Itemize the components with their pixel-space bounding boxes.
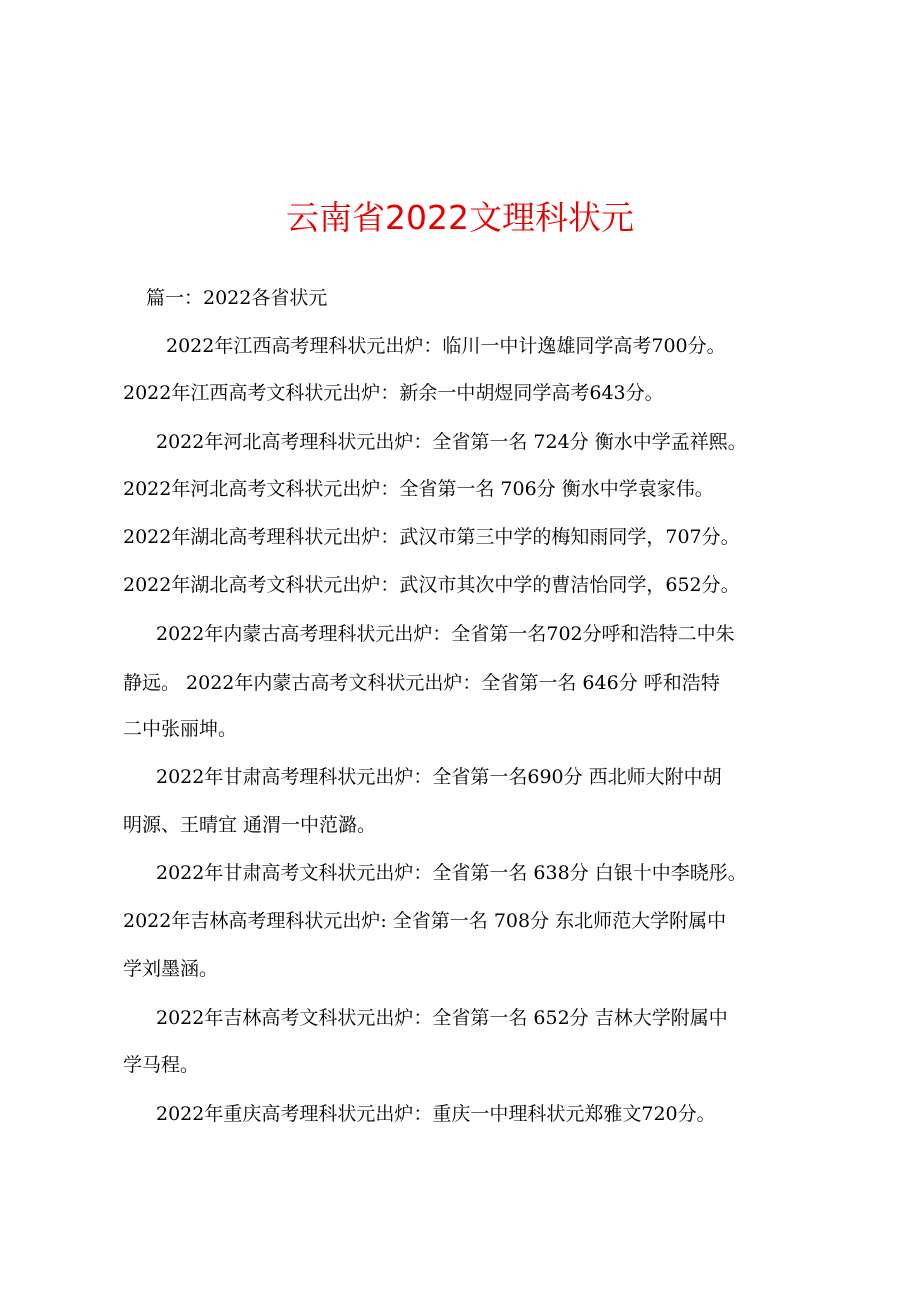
section-heading: 篇一：2022各省状元 xyxy=(146,287,328,309)
body-line: 2022年甘肃高考理科状元出炉：全省第一名690分 西北师大附中胡 xyxy=(156,766,722,788)
body-line: 2022年河北高考文科状元出炉：全省第一名 706分 衡水中学袁家伟。 xyxy=(123,478,714,500)
body-line: 2022年江西高考理科状元出炉：临川一中计逸雄同学高考700分。 xyxy=(166,335,726,357)
body-line: 2022年吉林高考理科状元出炉: 全省第一名 708分 东北师范大学附属中 xyxy=(123,910,727,932)
body-line: 二中张丽坤。 xyxy=(123,718,238,740)
body-line: 2022年江西高考文科状元出炉：新余一中胡煜同学高考643分。 xyxy=(123,382,664,404)
body-line: 2022年甘肃高考文科状元出炉：全省第一名 638分 白银十中李晓彤。 xyxy=(156,862,747,884)
body-line: 2022年湖北高考理科状元出炉：武汉市第三中学的梅知雨同学，707分。 xyxy=(123,526,740,548)
body-line: 2022年内蒙古高考理科状元出炉：全省第一名702分呼和浩特二中朱 xyxy=(156,623,735,645)
body-line: 明源、王晴宜 通渭一中范潞。 xyxy=(123,814,377,836)
body-line: 学刘墨涵。 xyxy=(123,958,219,980)
body-line: 2022年吉林高考文科状元出炉：全省第一名 652分 吉林大学附属中 xyxy=(156,1007,728,1029)
body-line: 静远。 2022年内蒙古高考文科状元出炉：全省第一名 646分 呼和浩特 xyxy=(123,672,720,694)
body-line: 学马程。 xyxy=(123,1054,200,1076)
body-line: 2022年河北高考理科状元出炉：全省第一名 724分 衡水中学孟祥熙。 xyxy=(156,431,747,453)
body-line: 2022年重庆高考理科状元出炉：重庆一中理科状元郑雅文720分。 xyxy=(156,1103,716,1125)
document-title: 云南省2022文理科状元 xyxy=(286,198,634,237)
body-line: 2022年湖北高考文科状元出炉：武汉市其次中学的曹洁怡同学，652分。 xyxy=(123,574,740,596)
